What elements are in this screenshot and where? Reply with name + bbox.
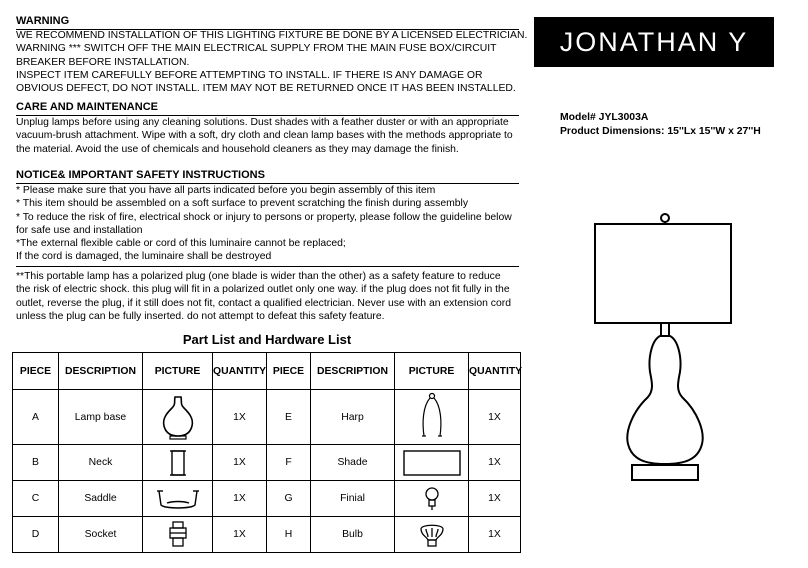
- lamp-illustration-icon: [590, 212, 740, 486]
- shade-icon: [402, 448, 462, 478]
- description-cell: Neck: [59, 445, 143, 481]
- quantity-cell: 1X: [213, 445, 267, 481]
- piece-cell: D: [13, 517, 59, 553]
- notice-line: If the cord is damaged, the luminaire shall be destroyed: [16, 251, 272, 263]
- picture-cell: [143, 517, 213, 553]
- description-cell: Saddle: [59, 481, 143, 517]
- quantity-cell: 1X: [469, 517, 521, 553]
- quantity-cell: 1X: [213, 481, 267, 517]
- saddle-icon: [155, 485, 201, 513]
- plug-rule: [16, 266, 519, 267]
- table-row: [13, 481, 521, 517]
- warning-line: OBVIOUS DEFECT, DO NOT INSTALL. ITEM MAY NOT BE RETURNED ONCE IT HAS BEEN INSTALLED.: [16, 83, 516, 95]
- notice-line: * Please make sure that you have all parts indicated before you begin assembly of this item: [16, 185, 436, 196]
- harp-icon: [417, 392, 447, 442]
- table-row: [13, 517, 521, 553]
- socket-icon: [167, 520, 189, 550]
- plug-line: unless the plug can be fully inserted. do not attempt to defeat this safety feature.: [16, 310, 385, 322]
- piece-cell: A: [13, 390, 59, 445]
- warning-line: BREAKER BEFORE INSTALLATION.: [16, 56, 190, 68]
- quantity-cell: 1X: [469, 445, 521, 481]
- piece-cell: C: [13, 481, 59, 517]
- plug-text: [16, 270, 526, 323]
- header-description: DESCRIPTION: [59, 353, 143, 390]
- table-header-row: [13, 353, 521, 390]
- care-line: vacuum-brush attachment. Wipe with a soft, dry cloth and clean lamp bases with the methods appropriate to: [16, 130, 513, 142]
- plug-line: outlet, reverse the plug, if it still does not fit, contact a qualified electrician. Never use with an extension cord: [16, 297, 511, 309]
- part-list-title: Part List and Hardware List: [182, 332, 352, 347]
- header-piece: PIECE: [13, 353, 59, 390]
- notice-line: for safe use and installation: [16, 224, 143, 236]
- plug-line: the risk of electric shock. this plug will fit in a polarized outlet only one way. if the plug does not fit fully in the: [16, 284, 510, 296]
- header-piece: PIECE: [267, 353, 311, 390]
- notice-text: [16, 184, 526, 264]
- product-dimensions: Product Dimensions: 15''Lx 15''W x 27''H: [560, 126, 761, 137]
- table-row: [13, 445, 521, 481]
- picture-cell: [395, 517, 469, 553]
- warning-line: WE RECOMMEND INSTALLATION OF THIS LIGHTING FIXTURE BE DONE BY A LICENSED ELECTRICIAN.: [16, 30, 528, 41]
- piece-cell: B: [13, 445, 59, 481]
- header-description: DESCRIPTION: [311, 353, 395, 390]
- piece-cell: F: [267, 445, 311, 481]
- quantity-cell: 1X: [213, 390, 267, 445]
- piece-cell: E: [267, 390, 311, 445]
- warning-text: [16, 29, 526, 95]
- lamp-base-icon: [158, 394, 198, 440]
- notice-line: *The external flexible cable or cord of this luminaire cannot be replaced;: [16, 238, 346, 250]
- notice-title: NOTICE& IMPORTANT SAFETY INSTRUCTIONS: [16, 169, 265, 181]
- picture-cell: [395, 390, 469, 445]
- picture-cell: [395, 445, 469, 481]
- table-row: [13, 390, 521, 445]
- model-number: Model# JYL3003A: [560, 112, 649, 123]
- quantity-cell: 1X: [469, 390, 521, 445]
- care-title: CARE AND MAINTENANCE: [16, 101, 158, 113]
- description-cell: Bulb: [311, 517, 395, 553]
- picture-cell: [395, 481, 469, 517]
- description-cell: Lamp base: [59, 390, 143, 445]
- warning-title: WARNING: [16, 15, 70, 27]
- picture-cell: [143, 390, 213, 445]
- bulb-icon: [418, 521, 446, 549]
- notice-line: * This item should be assembled on a soft surface to prevent scratching the finish during assembly: [16, 198, 469, 210]
- header-quantity: QUANTITY: [469, 353, 521, 390]
- finial-icon: [422, 486, 442, 512]
- piece-cell: G: [267, 481, 311, 517]
- picture-cell: [143, 481, 213, 517]
- header-picture: PICTURE: [395, 353, 469, 390]
- care-line: the material. Avoid the use of chemicals and household cleaners as they may damage the finish.: [16, 143, 459, 155]
- care-text: [16, 116, 526, 156]
- header-picture: PICTURE: [143, 353, 213, 390]
- picture-cell: [143, 445, 213, 481]
- quantity-cell: 1X: [213, 517, 267, 553]
- piece-cell: H: [267, 517, 311, 553]
- quantity-cell: 1X: [469, 481, 521, 517]
- parts-table: [12, 352, 521, 553]
- brand-logo: JONATHAN Y: [534, 17, 774, 67]
- care-line: Unplug lamps before using any cleaning solutions. Dust shades with a feather duster or with an appropriate: [16, 117, 509, 128]
- notice-line: * To reduce the risk of fire, electrical shock or injury to persons or property, please follow the guideline below: [16, 211, 512, 223]
- neck-icon: [166, 447, 190, 479]
- header-quantity: QUANTITY: [213, 353, 267, 390]
- description-cell: Shade: [311, 445, 395, 481]
- description-cell: Finial: [311, 481, 395, 517]
- warning-line: INSPECT ITEM CAREFULLY BEFORE ATTEMPTING TO INSTALL. IF THERE IS ANY DAMAGE OR: [16, 69, 483, 81]
- description-cell: Harp: [311, 390, 395, 445]
- warning-line: WARNING *** SWITCH OFF THE MAIN ELECTRICAL SUPPLY FROM THE MAIN FUSE BOX/CIRCUIT: [16, 43, 497, 55]
- plug-line: **This portable lamp has a polarized plug (one blade is wider than the other) as a safety feature to reduce: [16, 271, 501, 282]
- description-cell: Socket: [59, 517, 143, 553]
